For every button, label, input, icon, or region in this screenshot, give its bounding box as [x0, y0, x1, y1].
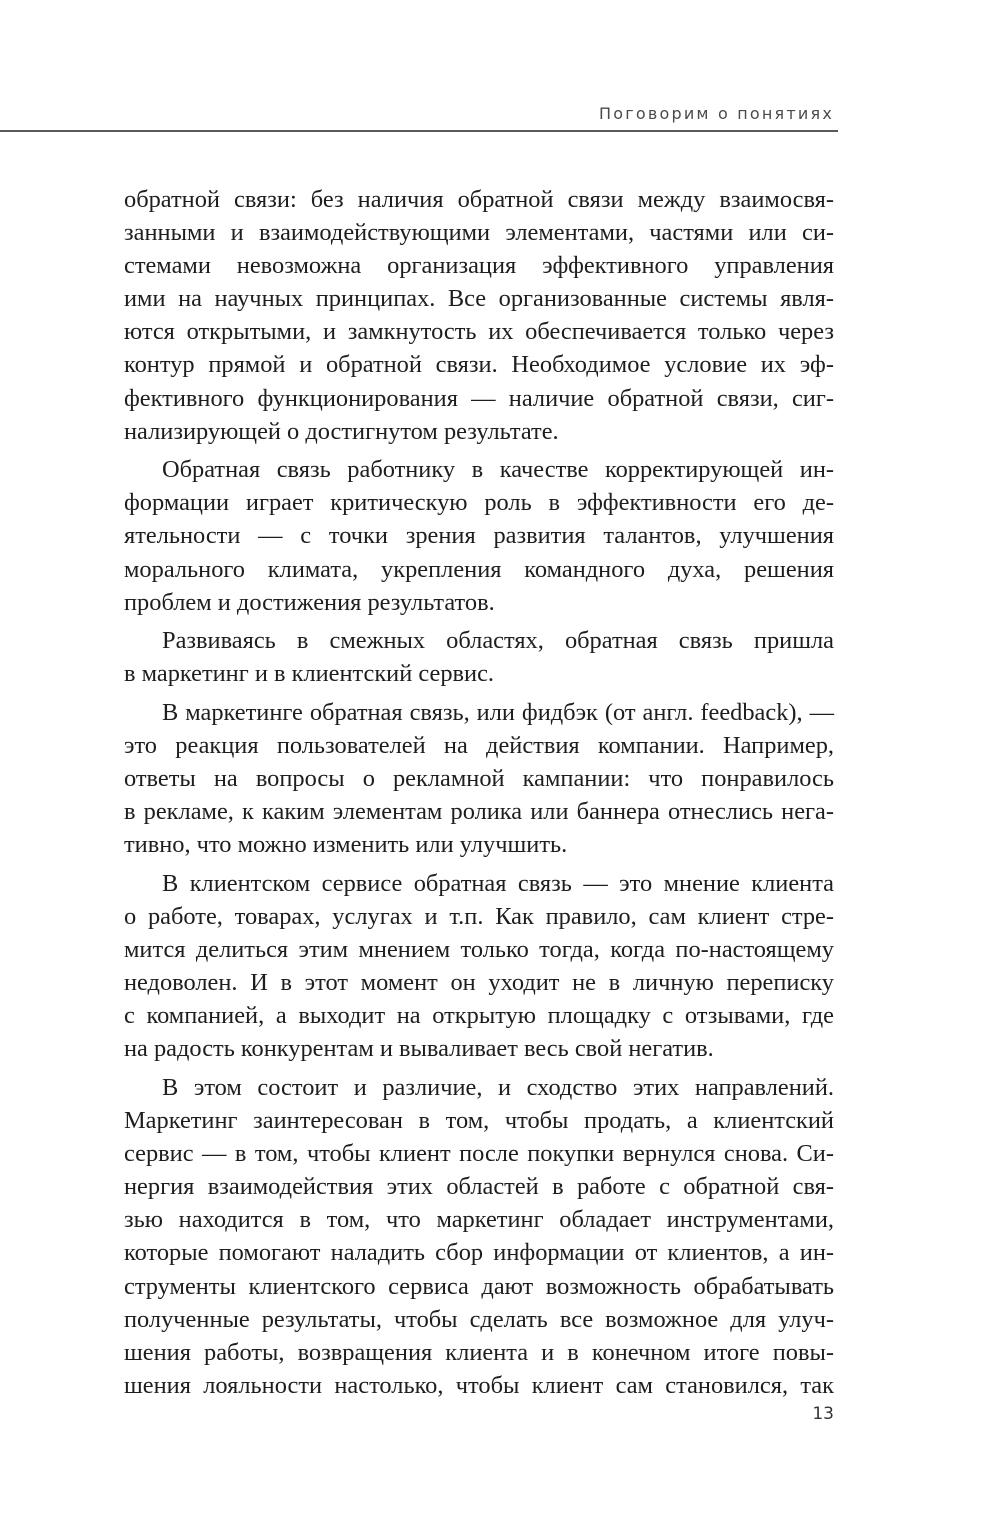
paragraph — [124, 1071, 834, 1402]
text-line: морального климата, укрепления командного духа, решения — [124, 555, 834, 583]
paragraph — [124, 867, 834, 1066]
text-line: проблем и достижения результатов. — [124, 588, 495, 616]
text-line: контур прямой и обратной связи. Необходимое условие их эф- — [124, 351, 834, 379]
text-line: в рекламе, к каким элементам ролика или баннера отнеслись нега- — [124, 798, 834, 826]
text-line: Обратная связь работнику в качестве корректирующей ин- — [162, 456, 834, 484]
text-line: полученные результаты, чтобы сделать все возможное для улуч- — [124, 1305, 834, 1333]
header-rule — [0, 130, 838, 132]
text-line: зью находится в том, что маркетинг обладает инструментами, — [124, 1206, 834, 1234]
text-line: фективного функционирования — наличие обратной связи, сиг- — [124, 384, 834, 412]
text-line: ятельности — с точки зрения развития талантов, улучшения — [124, 522, 834, 550]
text-line: недоволен. И в этот момент он уходит не в личную переписку — [124, 969, 834, 997]
text-line: в маркетинг и в клиентский сервис. — [124, 660, 495, 688]
text-line: тивно, что можно изменить или улучшить. — [124, 831, 568, 859]
text-line: Маркетинг заинтересован в том, чтобы продать, а клиентский — [124, 1107, 834, 1135]
text-line: стемами невозможна организация эффективного управления — [124, 252, 834, 280]
text-line: занными и взаимодействующими элементами, частями или си- — [124, 219, 834, 247]
text-line: которые помогают наладить сбор информации от клиентов, а ин- — [124, 1239, 834, 1267]
text-line: с компанией, а выходит на открытую площадку с отзывами, где — [124, 1002, 834, 1030]
page-number: 13 — [812, 1404, 834, 1424]
text-line: нергия взаимодействия этих областей в работе с обратной свя- — [124, 1173, 834, 1201]
text-line: Развиваясь в смежных областях, обратная связь пришла — [162, 627, 834, 655]
text-line: мится делиться этим мнением только тогда, когда по-настоящему — [124, 936, 834, 964]
text-line: шения работы, возвращения клиента и в конечном итоге повы- — [124, 1338, 834, 1366]
paragraph — [124, 696, 834, 861]
text-line: ответы на вопросы о рекламной кампании: что понравилось — [124, 765, 834, 793]
text-line: на радость конкурентам и вываливает весь свой негатив. — [124, 1035, 714, 1063]
text-line: нализирующей о достигнутом результате. — [124, 417, 559, 445]
text-line: ими на научных принципах. Все организованные системы явля- — [124, 285, 834, 313]
text-line: это реакция пользователей на действия компании. Например, — [124, 732, 834, 759]
text-line: сервис — в том, чтобы клиент после покупки вернулся снова. Си- — [124, 1140, 834, 1168]
running-head-title: Поговорим о понятиях — [599, 104, 834, 123]
text-line: струменты клиентского сервиса дают возможность обрабатывать — [124, 1272, 834, 1300]
text-line: о работе, товарах, услугах и т.п. Как правило, сам клиент стре- — [124, 902, 834, 930]
text-line: ются открытыми, и замкнутость их обеспечивается только через — [124, 318, 834, 346]
text-line: шения лояльности настолько, чтобы клиент сам становился, так — [124, 1371, 834, 1399]
text-line: В маркетинге обратная связь, или фидбэк (от англ. feedback), — — [162, 698, 834, 726]
text-line: В клиентском сервисе обратная связь — это мнение клиента — [162, 869, 834, 897]
paragraph — [124, 453, 834, 618]
text-line: формации играет критическую роль в эффективности его де- — [124, 489, 834, 517]
text-line: обратной связи: без наличия обратной связи между взаимосвя- — [124, 186, 834, 213]
text-line: В этом состоит и различие, и сходство этих направлений. — [162, 1073, 834, 1101]
paragraph — [124, 624, 834, 690]
body-text — [124, 183, 834, 1402]
paragraph — [124, 183, 834, 448]
